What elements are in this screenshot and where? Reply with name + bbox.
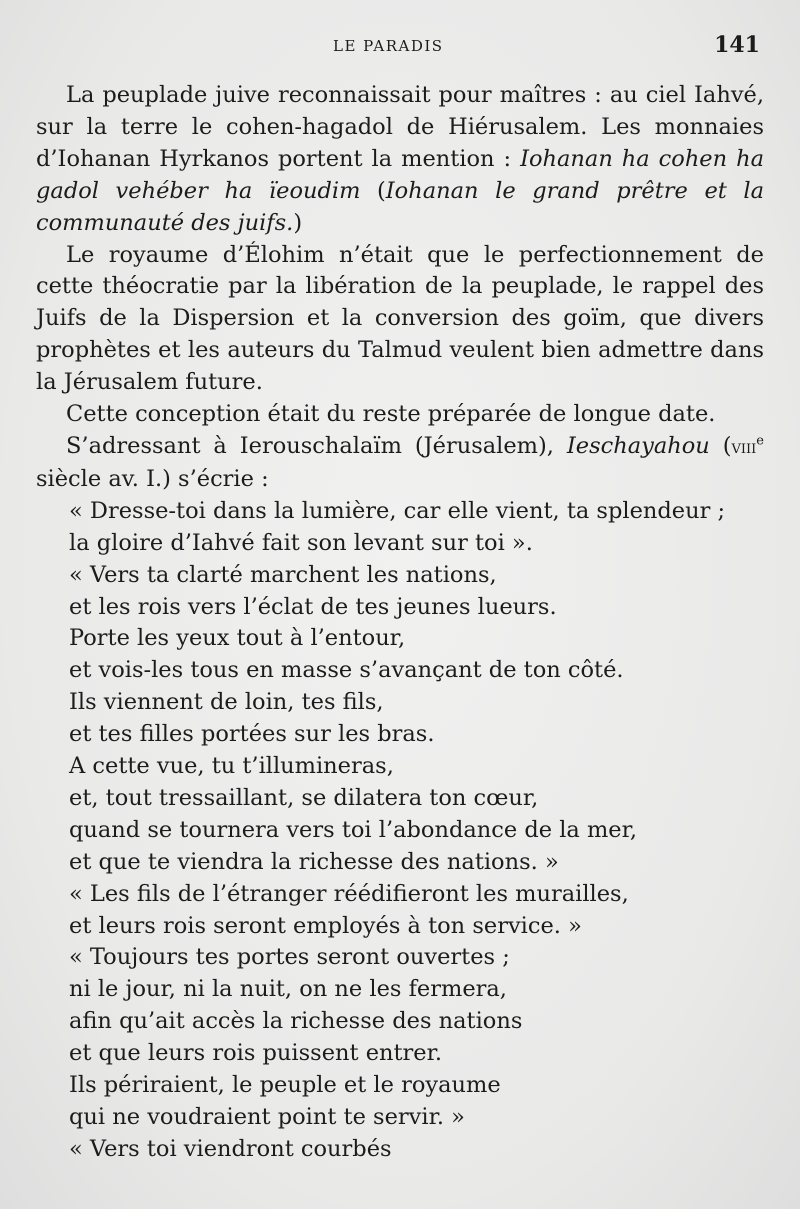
- paragraph-1: [36, 80, 764, 240]
- verse-line: et, tout tressaillant, se dilatera ton cœur,: [69, 784, 539, 811]
- paragraph-4: [36, 431, 764, 496]
- verse-line: afin qu’ait accès la richesse des nations: [69, 1008, 523, 1035]
- verse-line: et tes filles portées sur les bras.: [69, 721, 435, 748]
- paren-close: ): [293, 209, 303, 236]
- verse-line: « Vers ta clarté marchent les nations,: [69, 561, 497, 588]
- paragraph-2: Le royaume d’Élohim n’était que le perfectionnement de cette théocratie par la libération de la peuplade, le rappel des Juifs de la Dispersion et la conversion des goïm, que divers prophètes et les auteurs du Talmud veulent bien admettre dans la Jérusalem future.: [36, 241, 764, 396]
- paren-open: (: [709, 432, 732, 459]
- verse-line: Porte les yeux tout à l’entour,: [69, 625, 406, 652]
- verse-line: « Vers toi viendront courbés: [69, 1135, 392, 1162]
- paren-open: (: [360, 177, 386, 204]
- page-number: 141: [714, 32, 760, 58]
- paragraph-4-tail: siècle av. I.) s’écrie :: [36, 465, 269, 492]
- verse-line: A cette vue, tu t’illumineras,: [69, 753, 394, 780]
- quoted-verse: [36, 496, 764, 1166]
- verse-line: quand se tournera vers toi l’abondance de la mer,: [69, 816, 638, 843]
- paragraph-3: Cette conception était du reste préparée de longue date.: [66, 401, 716, 428]
- verse-line: et que leurs rois puissent entrer.: [69, 1040, 443, 1067]
- transliteration-italic: Iohanan ha cohen ha gadol vehéber ha ïeoudim: [36, 145, 764, 204]
- page-header: [0, 34, 800, 60]
- verse-line: la gloire d’Iahvé fait son levant sur toi ».: [69, 529, 533, 556]
- prophet-name-italic: Ieschayahou: [566, 432, 710, 459]
- paragraph-1-text: La peuplade juive reconnaissait pour maîtres : au ciel Iahvé, sur la terre le cohen-hagadol de Hiérusalem. Les monnaies d’Iohanan Hyrkanos portent la mention :: [36, 82, 764, 172]
- century-superscript: e: [756, 433, 764, 449]
- verse-line: « Les fils de l’étranger réédifieront les murailles,: [69, 880, 629, 907]
- verse-line: qui ne voudraient point te servir. »: [69, 1104, 465, 1130]
- century-roman-numeral: viii: [731, 436, 757, 458]
- body-text: [36, 80, 764, 1166]
- verse-line: Ils viennent de loin, tes fils,: [69, 689, 384, 716]
- running-title: LE PARADIS: [333, 37, 444, 55]
- verse-line: et vois-les tous en masse s’avançant de ton côté.: [69, 657, 624, 684]
- verse-line: « Toujours tes portes seront ouvertes ;: [69, 944, 510, 971]
- translation-italic: Iohanan le grand prêtre et la communauté des juifs.: [36, 177, 764, 236]
- verse-line: ni le jour, ni la nuit, on ne les fermera,: [69, 976, 507, 1003]
- verse-line: Ils périraient, le peuple et le royaume: [69, 1072, 501, 1099]
- paragraph-4-text: S’adressant à Ierouschalaïm (Jérusalem),: [66, 432, 567, 459]
- verse-line: et les rois vers l’éclat de tes jeunes lueurs.: [69, 593, 557, 620]
- verse-line: et que te viendra la richesse des nations. »: [69, 848, 559, 875]
- verse-line: et leurs rois seront employés à ton service. »: [69, 912, 582, 939]
- verse-line: « Dresse-toi dans la lumière, car elle vient, ta splendeur ;: [69, 497, 726, 524]
